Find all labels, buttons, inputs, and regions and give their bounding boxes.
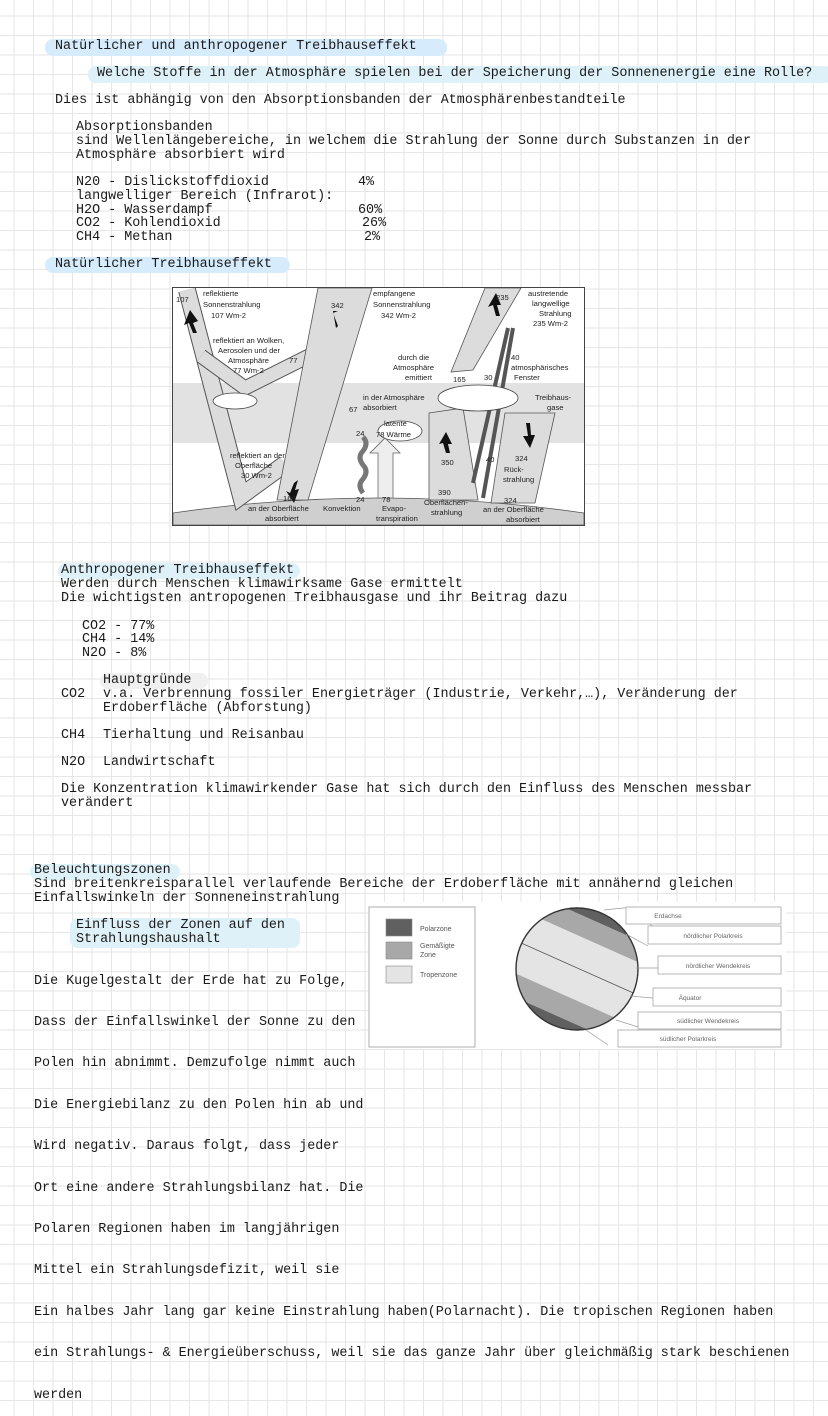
diagram-label: langwellige (532, 299, 570, 308)
reason-text: Tierhaltung und Reisanbau (103, 728, 304, 743)
share-item: CO2 - 77% (82, 619, 155, 634)
diagram-label: austretende (528, 289, 569, 298)
diagram-label: in der Atmosphäre (363, 393, 425, 402)
diagram-label: reflektiert an der (230, 451, 285, 460)
diagram-label: 107 (176, 295, 189, 304)
diagram-label: 324 (515, 454, 528, 463)
diagram-label: absorbiert (265, 514, 299, 523)
page-title: Natürlicher und anthropogener Treibhauseffekt (55, 39, 417, 54)
anthro-text: Die wichtigsten antropogenen Treibhausgase und ihr Beitrag dazu (61, 591, 568, 606)
gas-pct: 2% (364, 230, 381, 245)
absorption-definition: sind Wellenlängebereiche, in welchem die Strahlung der Sonne durch Substanzen in der (76, 134, 751, 149)
diagram-label: 78 (382, 495, 391, 504)
diagram-label: reflektiert an Wolken, (213, 336, 285, 345)
reason-text: Landwirtschaft (103, 755, 216, 770)
diagram-label: strahlung (503, 475, 535, 484)
legend-swatch-temperate (386, 942, 412, 959)
diagram-label: 77 Wm-2 (233, 366, 264, 375)
diagram-label: an der Oberfläche (248, 504, 309, 513)
paragraph-line: ein Strahlungs- & Energieüberschuss, weil sie das ganze Jahr über gleichmäßig stark beschienen (34, 1346, 790, 1362)
diagram-label: 324 (504, 496, 517, 505)
diagram-label: transpiration (376, 514, 418, 523)
paragraph-line: werden (34, 1387, 83, 1403)
gas-pct: 4% (358, 175, 375, 190)
diagram-label: empfangene (373, 289, 416, 298)
paragraph-line: Ort eine andere Strahlungsbilanz hat. Die (34, 1180, 364, 1196)
diagram-label: 390 (438, 488, 451, 497)
diagram-label: Rück- (504, 465, 524, 474)
diagram-label: 40 (486, 455, 495, 464)
diagram-label: atmosphärisches (511, 363, 569, 372)
label-equator: Äquator (678, 995, 702, 1002)
diagram-label: 30 Wm-2 (241, 471, 272, 480)
paragraph-line: Die Kugelgestalt der Erde hat zu Folge, (34, 973, 348, 989)
zones-heading: Beleuchtungszonen (34, 863, 171, 878)
legend-label: Zone (420, 952, 436, 959)
reasons-heading: Hauptgründe (103, 673, 192, 688)
diagram-label: 168 (283, 494, 296, 503)
diagram-label: Evapo- (382, 504, 407, 513)
label-tropic-of-capricorn: südlicher Wendekreis (676, 1018, 740, 1025)
greenhouse-effect-diagram (172, 287, 585, 526)
diagram-label: an der Oberfläche (483, 505, 544, 514)
gas-name: N20 - Dislickstoffdioxid (76, 175, 269, 190)
diagram-label: 30 (484, 373, 493, 382)
diagram-label: Aerosolen und der (218, 346, 281, 355)
diagram-label: gase (547, 403, 564, 412)
diagram-label: latente (384, 419, 407, 428)
diagram-label: reflektierte (203, 289, 239, 298)
paragraph-line: Mittel ein Strahlungsdefizit, weil sie (34, 1263, 340, 1279)
legend-swatch-tropical (386, 966, 412, 983)
diagram-label: 78 Wärme (376, 430, 412, 439)
reason-gas: CH4 (61, 728, 86, 743)
diagram-label: Konvektion (323, 504, 361, 513)
diagram-label: 235 Wm-2 (533, 319, 569, 328)
natural-heading: Natürlicher Treibhauseffekt (55, 257, 272, 272)
diagram-label: 107 Wm-2 (211, 311, 247, 320)
paragraph-line: Wird negativ. Daraus folgt, dass jeder (34, 1139, 340, 1155)
diagram-label: emittiert (405, 373, 433, 382)
diagram-label: 40 (511, 353, 520, 362)
diagram-label: Atmosphäre (228, 356, 269, 365)
absorption-definition: Atmosphäre absorbiert wird (76, 148, 285, 163)
anthro-text: Werden durch Menschen klimawirksame Gase ermittelt (61, 577, 463, 592)
zones-definition: Einfallswinkeln der Sonneneinstrahlung (34, 891, 340, 906)
zones-subheading: Strahlungshaushalt (76, 932, 221, 947)
diagram-label: Fenster (514, 373, 540, 382)
paragraph-line: Dass der Einfallswinkel der Sonne zu den (34, 1014, 356, 1030)
reason-text: Erdoberfläche (Abforstung) (103, 701, 312, 716)
diagram-label: 235 (496, 293, 509, 302)
diagram-label: 350 (441, 458, 454, 467)
zones-subheading: Einfluss der Zonen auf den (76, 918, 285, 933)
anthro-heading: Anthropogener Treibhauseffekt (61, 563, 295, 578)
diagram-label: 24 (356, 429, 365, 438)
diagram-label: Atmosphäre (393, 363, 434, 372)
gas-name: CH4 - Methan (76, 230, 173, 245)
share-item: N2O - 8% (82, 646, 147, 661)
intro-text: Dies ist abhängig von den Absorptionsbanden der Atmosphärenbestandteile (55, 93, 626, 108)
gas-name: langwelliger Bereich (Infrarot): (76, 189, 334, 204)
diagram-label: 165 (453, 375, 466, 384)
diagram-label: Treibhaus- (535, 393, 572, 402)
conclusion: Die Konzentration klimawirkender Gase hat sich durch den Einfluss des Menschen messbar (61, 782, 753, 797)
paragraph-line: Polen hin abnimmt. Demzufolge nimmt auch (34, 1056, 356, 1072)
diagram-label: 67 (349, 405, 358, 414)
label-north-polar-circle: nördlicher Polarkreis (683, 933, 743, 940)
diagram-label: Oberfläche (235, 461, 273, 470)
diagram-label: strahlung (431, 508, 463, 517)
label-south-polar-circle: südlicher Polarkreis (659, 1036, 717, 1043)
gas-name: H2O - Wasserdampf (76, 203, 213, 218)
reason-gas: CO2 (61, 687, 86, 702)
legend-label: Polarzone (420, 926, 452, 933)
legend-swatch-polar (386, 919, 412, 936)
label-tropic-of-cancer: nördlicher Wendekreis (685, 963, 751, 970)
diagram-label: Sonnenstrahlung (373, 300, 431, 309)
diagram-label: 342 (331, 301, 344, 310)
legend-label: Tropenzone (420, 972, 458, 979)
reason-text: v.a. Verbrennung fossiler Energieträger (Industrie, Verkehr,…), Veränderung der (103, 687, 738, 702)
label-erdachse: Erdachse (654, 913, 682, 920)
legend-label: Gemäßigte (420, 943, 455, 950)
paragraph-line: Ein halbes Jahr lang gar keine Einstrahlung haben(Polarnacht). Die tropischen Regionen haben (34, 1304, 774, 1320)
conclusion: verändert (61, 796, 134, 811)
diagram-label: absorbiert (506, 515, 540, 524)
question: Welche Stoffe in der Atmosphäre spielen bei der Speicherung der Sonnenenergie eine Rolle? (97, 66, 813, 81)
zones-definition: Sind breitenkreisparallel verlaufende Bereiche der Erdoberfläche mit annähernd gleichen (34, 877, 734, 892)
illumination-zones-figure (368, 902, 786, 1049)
absorption-term: Absorptionsbanden (76, 120, 213, 135)
gas-name: CO2 - Kohlendioxid (76, 216, 221, 231)
diagram-label: Oberflächen- (424, 498, 468, 507)
diagram-label: absorbiert (363, 403, 397, 412)
reason-gas: N2O (61, 755, 86, 770)
diagram-label: durch die (398, 353, 430, 362)
paragraph-line: Die Energiebilanz zu den Polen hin ab und (34, 1097, 364, 1113)
paragraph-line: Polaren Regionen haben im langjährigen (34, 1221, 340, 1237)
diagram-label: Sonnenstrahlung (203, 300, 261, 309)
gas-pct: 26% (362, 216, 387, 231)
gas-pct: 60% (358, 203, 383, 218)
diagram-label: Strahlung (539, 309, 572, 318)
share-item: CH4 - 14% (82, 632, 155, 647)
diagram-label: 77 (289, 356, 298, 365)
diagram-label: 342 Wm-2 (381, 311, 417, 320)
diagram-label: 24 (356, 495, 365, 504)
